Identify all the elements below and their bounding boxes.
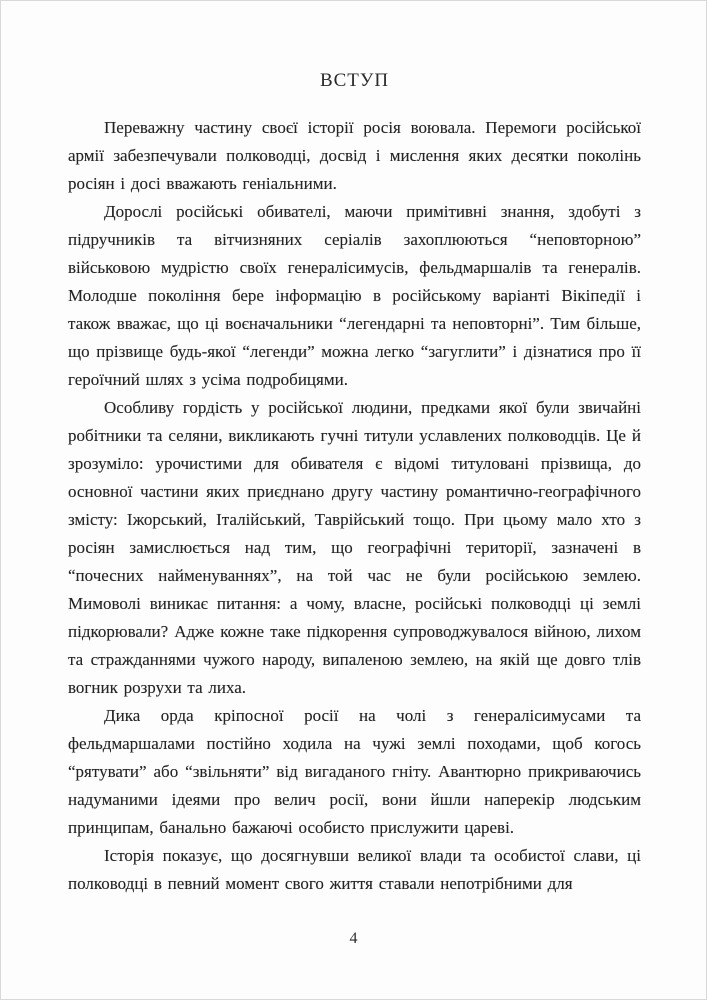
page-number: 4 bbox=[349, 930, 358, 947]
page-content bbox=[68, 70, 641, 898]
paragraph: Дика орда кріпосної росії на чолі з генералісимусами та фельдмаршалами постійно ходила на чужі землі походами, щоб когось “рятувати” або “звільняти” від вигаданого гніту. Авантюрно прикриваючись надуманими ідеями про велич росії, вони йшли наперекір людським принципам, банально бажаючі особисто прислужити цареві. bbox=[68, 706, 641, 837]
section-title: ВСТУП bbox=[319, 70, 390, 91]
paragraph: Дорослі російські обивателі, маючи примітивні знання, здобуті з підручників та вітчизняних серіалів захоплюються “неповторною” військовою мудрістю своїх генералісимусів, фельдмаршалів та генералів. Молодше покоління бере інформацію в російському варіанті Вікіпедії і також вважає, що ці воєначальники “легендарні та неповторні”. Тим більше, що прізвище будь-якої “легенди” можна легко “загуглити” і дізнатися про її героїчний шлях з усіма подробицями. bbox=[68, 202, 641, 389]
body-text bbox=[68, 114, 641, 898]
paragraph: Історія показує, що досягнувши великої влади та особистої слави, ці полководці в певний момент свого життя ставали непотрібними для bbox=[68, 846, 641, 893]
paragraph: Переважну частину своєї історії росія воювала. Перемоги російської армії забезпечували полководці, досвід і мислення яких десятки поколінь росіян і досі вважають геніальними. bbox=[68, 118, 641, 193]
paragraph: Особливу гордість у російської людини, предками якої були звичайні робітники та селяни, викликають гучні титули уславлених полководців. Це й зрозуміло: урочистими для обивателя є відомі титуловані прізвища, до основної частини яких приєднано другу частину романтично-географічного змісту: Іжорський, Італійський, Таврійський тощо. При цьому мало хто з росіян замислюється над тим, що географічні території, зазначені в “почесних найменуваннях”, на той час не були російською землею. Мимоволі виникає питання: а чому, власне, російські полководці ці землі підкорювали? Адже кожне таке підкорення супроводжувалося війною, лихом та стражданнями чужого народу, випаленою землею, на якій ще довго тлів вогник розрухи та лиха. bbox=[68, 398, 641, 697]
